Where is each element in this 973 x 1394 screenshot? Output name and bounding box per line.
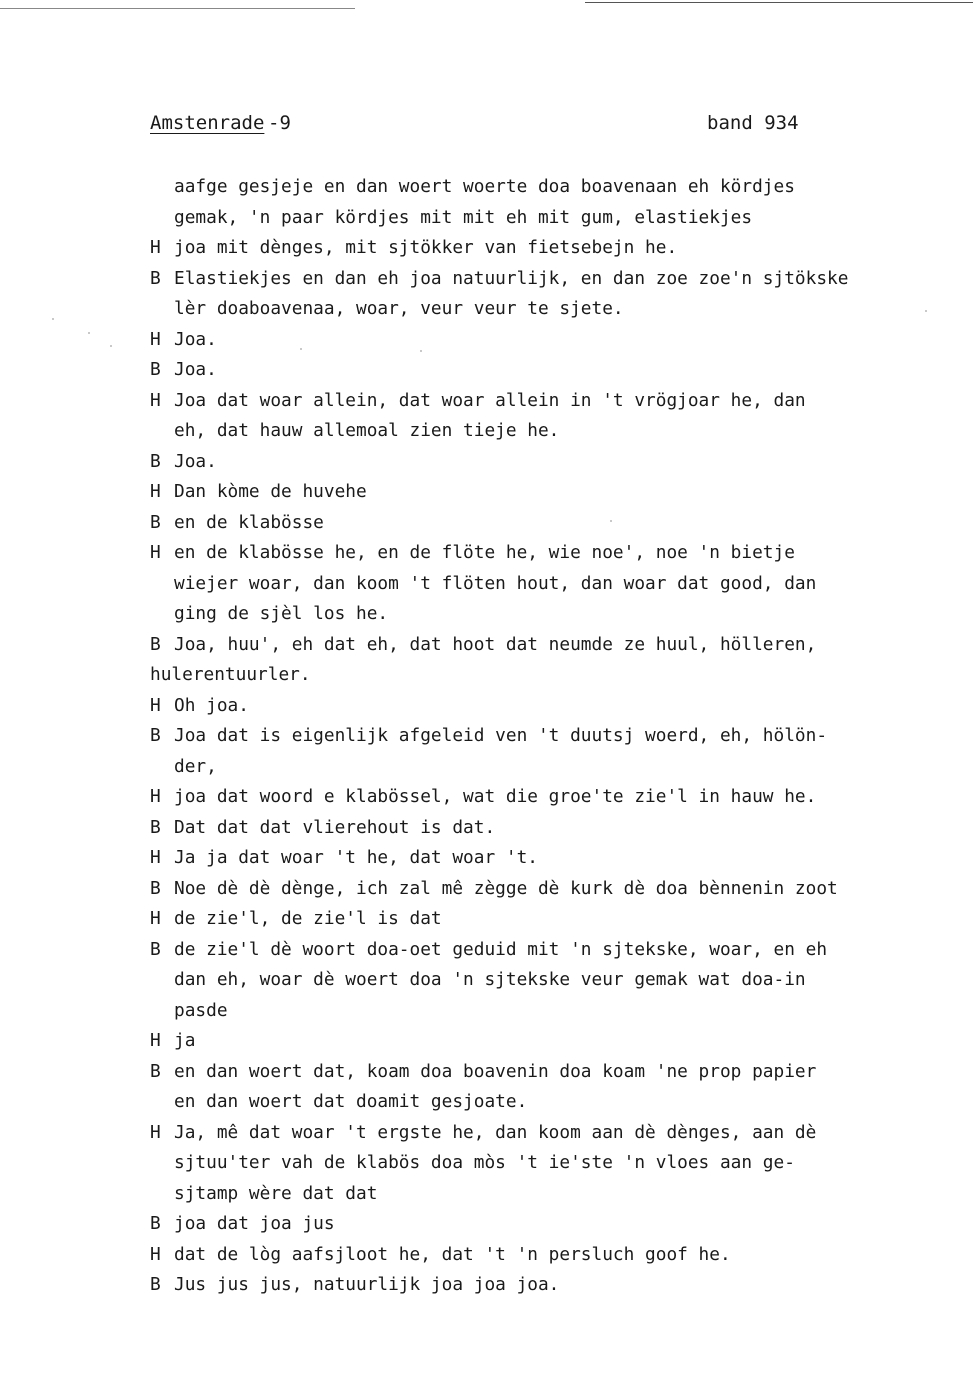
transcript-line <box>150 294 962 325</box>
line-text: wiejer woar, dan koom 't flöten hout, dan woar dat good, dan <box>174 572 817 594</box>
line-text: Joa, huu', eh dat eh, dat hoot dat neumde ze huul, hölleren, <box>174 633 817 655</box>
transcript-line <box>150 355 962 386</box>
transcript-line <box>150 904 962 935</box>
speaker-label: B <box>150 511 161 533</box>
speaker-label: B <box>150 1213 161 1234</box>
transcript-line <box>150 843 962 874</box>
speaker-label: B <box>150 877 161 899</box>
transcript-line <box>150 1179 962 1210</box>
transcript-line <box>150 538 962 569</box>
speaker-label: H <box>150 542 161 563</box>
speaker-label: B <box>150 816 161 838</box>
line-text: de zie'l, de zie'l is dat <box>174 908 442 929</box>
band-label: band 934 <box>707 112 799 134</box>
transcript-line <box>150 630 962 661</box>
speaker-label: B <box>150 1060 161 1082</box>
speaker-label: B <box>150 450 161 472</box>
line-text: dan eh, woar dè woert doa 'n sjtekske veur gemak wat doa-in <box>174 969 806 990</box>
line-text: de zie'l dè woort doa-oet geduid mit 'n sjtekske, woar, en eh <box>174 938 828 960</box>
line-text: Oh joa. <box>174 694 249 716</box>
line-text: Joa. <box>174 328 217 350</box>
transcript-line <box>150 782 962 813</box>
line-text: hulerentuurler. <box>150 664 311 685</box>
transcript-line <box>150 447 962 478</box>
speaker-label: H <box>150 389 161 411</box>
scan-speck <box>300 348 302 350</box>
speaker-label: H <box>150 847 161 868</box>
line-text: Ja, mê dat woar 't ergste he, dan koom aan dè dènges, aan dè <box>174 1121 817 1143</box>
line-text: pasde <box>174 999 228 1021</box>
transcript-line <box>150 965 962 996</box>
transcript-body <box>150 172 962 1301</box>
top-rule-right <box>585 2 973 3</box>
line-text: en de klabösse <box>174 511 324 533</box>
speaker-label: B <box>150 725 161 746</box>
scan-speck <box>88 332 90 334</box>
transcript-line <box>150 203 962 234</box>
transcript-line <box>150 477 962 508</box>
line-text: der, <box>174 755 217 777</box>
line-text: en dan woert dat, koam doa boavenin doa koam 'ne prop papier <box>174 1060 817 1082</box>
transcript-line <box>150 1057 962 1088</box>
transcript-line <box>150 1118 962 1149</box>
line-text: Dan kòme de huvehe <box>174 481 367 502</box>
transcript-line <box>150 233 962 264</box>
transcript-line <box>150 1148 962 1179</box>
scan-speck <box>420 350 422 352</box>
document-title: Amstenrade <box>150 112 265 134</box>
transcript-line <box>150 935 962 966</box>
speaker-label: H <box>150 481 161 502</box>
transcript-line <box>150 1240 962 1271</box>
transcript-line <box>150 1026 962 1057</box>
speaker-label: B <box>150 938 161 960</box>
top-rule-left <box>0 8 355 9</box>
scan-speck <box>610 520 612 522</box>
speaker-label: H <box>150 1121 161 1143</box>
transcript-line <box>150 172 962 203</box>
line-text: joa dat woord e klabössel, wat die groe'te zie'l in hauw he. <box>174 786 817 807</box>
line-text: Joa dat is eigenlijk afgeleid ven 't duutsj woerd, eh, hölön- <box>174 725 828 746</box>
line-text: sjtamp wère dat dat <box>174 1182 378 1204</box>
transcript-line <box>150 325 962 356</box>
speaker-label: H <box>150 694 161 716</box>
transcript-line <box>150 508 962 539</box>
speaker-label: H <box>150 1243 161 1265</box>
line-text: sjtuu'ter vah de klabös doa mòs 't ie'ste 'n vloes aan ge- <box>174 1152 795 1173</box>
page-number: -9 <box>268 112 291 134</box>
transcript-line <box>150 1087 962 1118</box>
transcript-line <box>150 691 962 722</box>
line-text: aafge gesjeje en dan woert woerte doa boavenaan eh kördjes <box>174 176 795 197</box>
line-text: Ja ja dat woar 't he, dat woar 't. <box>174 847 538 868</box>
speaker-label: H <box>150 328 161 350</box>
line-text: Joa dat woar allein, dat woar allein in 't vrögjoar he, dan <box>174 389 806 411</box>
line-text: Dat dat dat vlierehout is dat. <box>174 816 496 838</box>
line-text: ja <box>174 1030 196 1051</box>
line-text: Joa. <box>174 450 217 472</box>
transcript-line <box>150 386 962 417</box>
scan-speck <box>925 310 927 312</box>
speaker-label: H <box>150 237 161 258</box>
line-text: gemak, 'n paar kördjes mit mit eh mit gum, elastiekjes <box>174 206 753 228</box>
transcript-line <box>150 416 962 447</box>
line-text: Noe dè dè dènge, ich zal mê zègge dè kurk dè doa bènnenin zoot <box>174 877 838 899</box>
line-text: joa mit dènges, mit sjtökker van fietsebejn he. <box>174 237 678 258</box>
line-text: ging de sjèl los he. <box>174 603 389 624</box>
transcript-line <box>150 813 962 844</box>
line-text: en dan woert dat doamit gesjoate. <box>174 1091 528 1112</box>
speaker-label: B <box>150 359 161 380</box>
speaker-label: B <box>150 633 161 655</box>
line-text: Elastiekjes en dan eh joa natuurlijk, en dan zoe zoe'n sjtökske <box>174 267 849 289</box>
scan-speck <box>52 318 54 320</box>
transcript-line <box>150 1209 962 1240</box>
speaker-label: H <box>150 786 161 807</box>
transcript-line <box>150 996 962 1027</box>
line-text: joa dat joa jus <box>174 1213 335 1234</box>
speaker-label: H <box>150 908 161 929</box>
scan-speck <box>110 345 112 347</box>
transcript-line <box>150 1270 962 1301</box>
transcript-line <box>150 264 962 295</box>
line-text: Joa. <box>174 359 217 380</box>
speaker-label: B <box>150 267 161 289</box>
line-text: dat de lòg aafsjloot he, dat 't 'n persluch goof he. <box>174 1243 731 1265</box>
transcript-line <box>150 660 962 691</box>
speaker-label: H <box>150 1030 161 1051</box>
page-header <box>150 112 810 140</box>
line-text: lèr doaboavenaa, woar, veur veur te sjete. <box>174 298 624 319</box>
transcript-line <box>150 721 962 752</box>
line-text: eh, dat hauw allemoal zien tieje he. <box>174 420 560 441</box>
line-text: en de klabösse he, en de flöte he, wie noe', noe 'n bietje <box>174 542 795 563</box>
transcript-line <box>150 874 962 905</box>
transcript-line <box>150 599 962 630</box>
speaker-label: B <box>150 1274 161 1295</box>
transcript-line <box>150 569 962 600</box>
transcript-line <box>150 752 962 783</box>
line-text: Jus jus jus, natuurlijk joa joa joa. <box>174 1274 560 1295</box>
